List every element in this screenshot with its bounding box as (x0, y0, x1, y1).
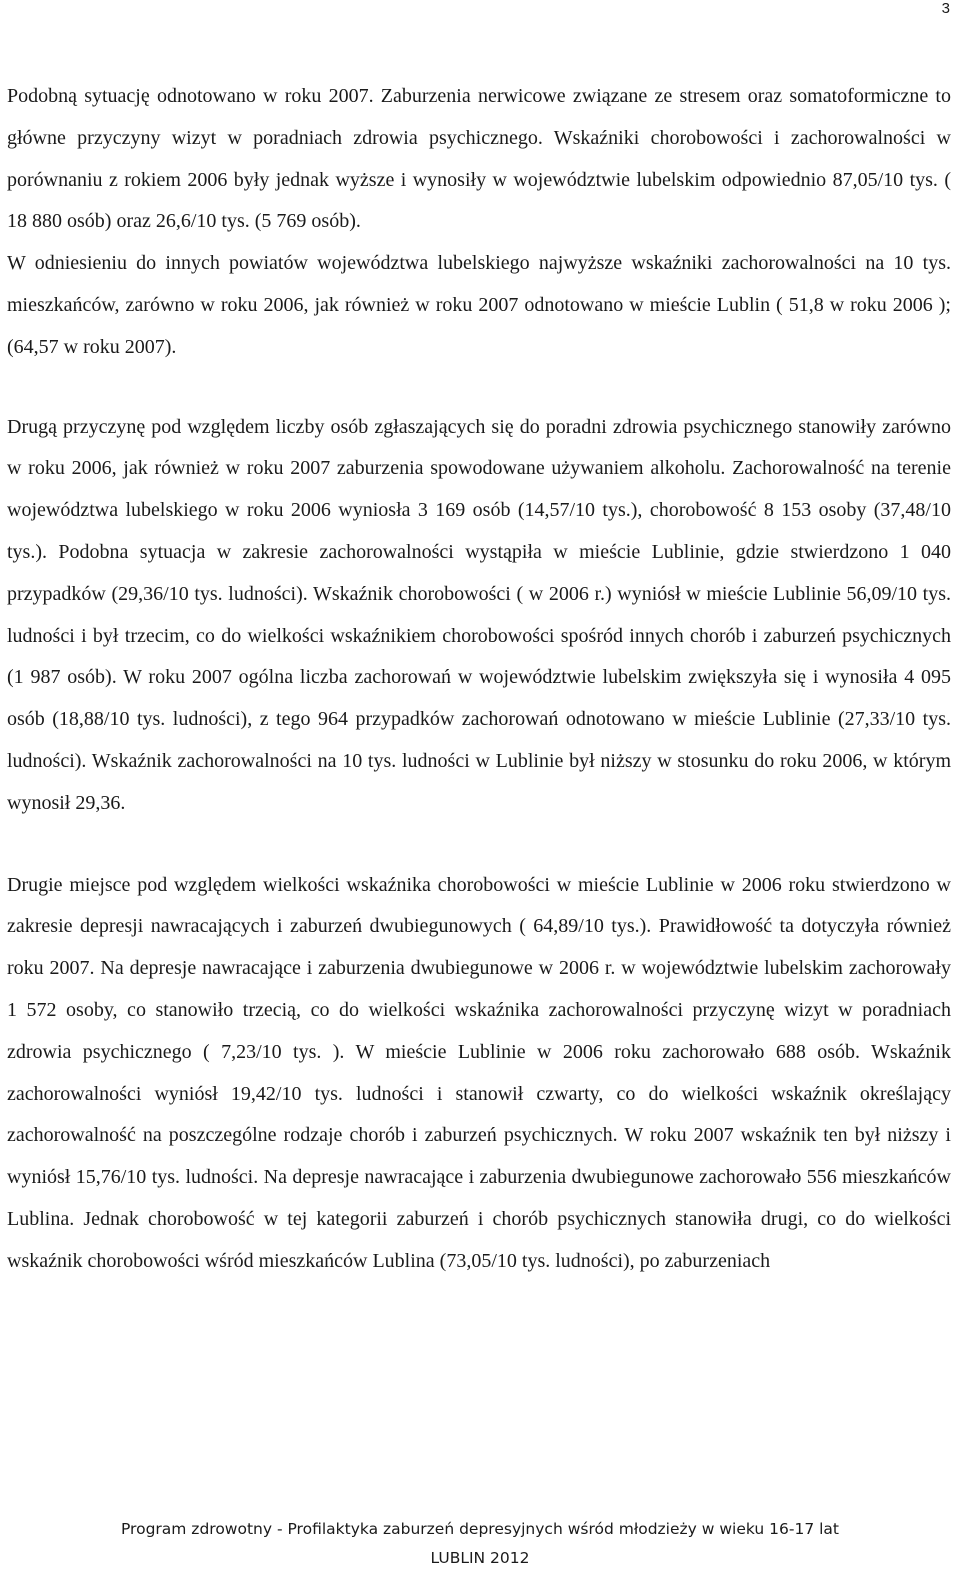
document-body (7, 76, 951, 1283)
footer-program-title: Program zdrowotny - Profilaktyka zaburzeń depresyjnych wśród młodzieży w wieku 16-17 lat (120, 1520, 839, 1538)
footer-place-year: LUBLIN 2012 (430, 1549, 530, 1567)
paragraph-1: Podobną sytuację odnotowano w roku 2007. Zaburzenia nerwicowe związane ze stresem oraz somatoformiczne to główne przyczyny wizyt w poradniach zdrowia psychicznego. Wskaźniki chorobowości i zachorowalności w porównaniu z rokiem 2006 były jednak wyższe i wynosiły w województwie lubelskim odpowiednio 87,05/10 tys. ( 18 880 osób) oraz 26,6/10 tys. (5 769 osób). (7, 85, 951, 233)
paragraph-3: Drugą przyczynę pod względem liczby osób zgłaszających się do poradni zdrowia psychicznego stanowiły zarówno w roku 2006, jak również w roku 2007 zaburzenia spowodowane używaniem alkoholu. Zachorowalność na terenie województwa lubelskiego w roku 2006 wyniosła 3 169 osób (14,57/10 tys.), chorobowość 8 153 osoby (37,48/10 tys.). Podobna sytuacja w zakresie zachorowalności wystąpiła w mieście Lublinie, gdzie stwierdzono 1 040 przypadków (29,36/10 tys. ludności). Wskaźnik chorobowości ( w 2006 r.) wyniósł w mieście Lublinie 56,09/10 tys. ludności i był trzecim, co do wielkości wskaźnikiem chorobowości spośród innych chorób i zaburzeń psychicznych (1 987 osób). W roku 2007 ogólna liczba zachorowań w województwie lubelskim zwiększyła się i wynosiła 4 095 osób (18,88/10 tys. ludności), z tego 964 przypadków zachorowań odnotowano w mieście Lublinie (27,33/10 tys. ludności). Wskaźnik zachorowalności na 10 tys. ludności w Lublinie był niższy w stosunku do roku 2006, w którym wynosił 29,36. (7, 415, 951, 814)
paragraph-4: Drugie miejsce pod względem wielkości wskaźnika chorobowości w mieście Lublinie w 2006 roku stwierdzono w zakresie depresji nawracających i zaburzeń dwubiegunowych ( 64,89/10 tys.). Prawidłowość ta dotyczyła również roku 2007. Na depresje nawracające i zaburzenia dwubiegunowe w 2006 r. w województwie lubelskim zachorowały 1 572 osoby, co stanowiło trzecią, co do wielkości wskaźnika zachorowalności przyczynę wizyt w poradniach zdrowia psychicznego ( 7,23/10 tys. ). W mieście Lublinie w 2006 roku zachorowało 688 osób. Wskaźnik zachorowalności wyniósł 19,42/10 tys. ludności i stanowił czwarty, co do wielkości wskaźnik określający zachorowalność na poszczególne rodzaje chorób i zaburzeń psychicznych. W roku 2007 wskaźnik ten był niższy i wyniósł 15,76/10 tys. ludności. Na depresje nawracające i zaburzenia dwubiegunowe zachorowało 556 mieszkańców Lublina. Jednak chorobowość w tej kategorii zaburzeń i chorób psychicznych stanowiła drugi, co do wielkości wskaźnik chorobowości wśród mieszkańców Lublina (73,05/10 tys. ludności), po zaburzeniach (7, 873, 951, 1272)
page-number: 3 (941, 0, 950, 17)
paragraph-2: W odniesieniu do innych powiatów województwa lubelskiego najwyższe wskaźniki zachorowalności na 10 tys. mieszkańców, zarówno w roku 2006, jak również w roku 2007 odnotowano w mieście Lublin ( 51,8 w roku 2006 ); (64,57 w roku 2007). (7, 252, 951, 358)
